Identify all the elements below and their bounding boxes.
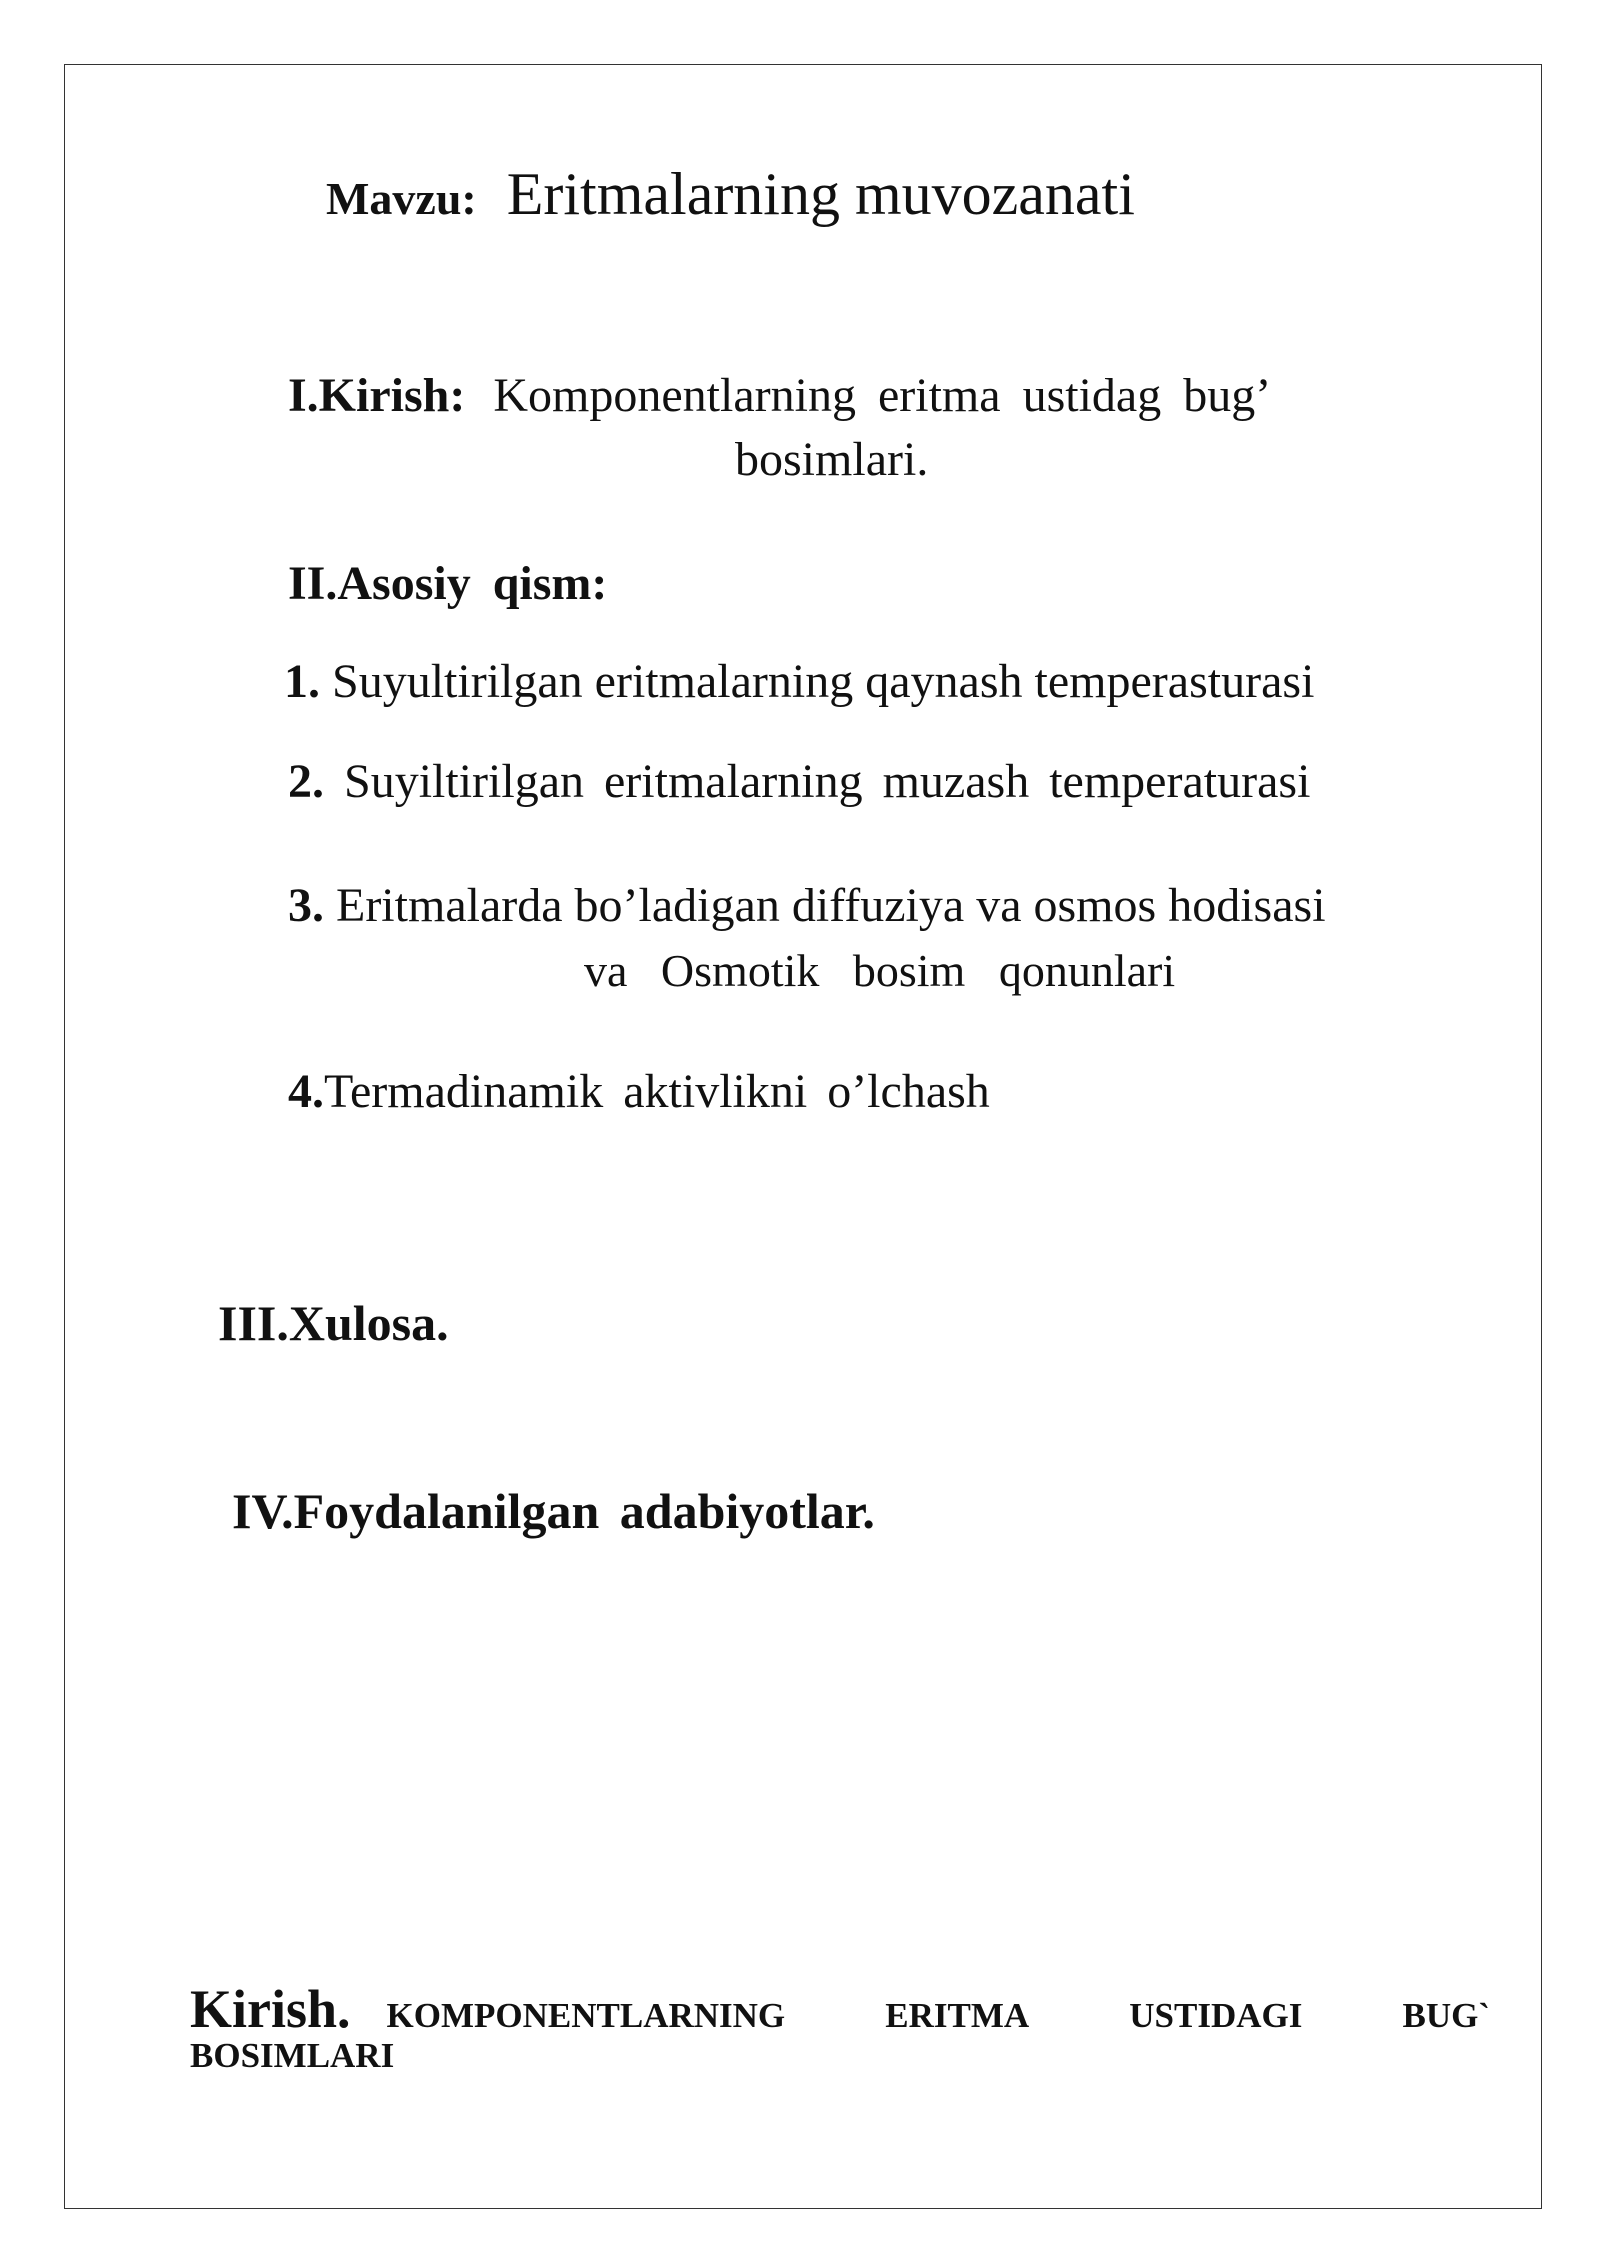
main-item-number: 1. bbox=[284, 655, 320, 708]
intro-heading-label: Kirish. bbox=[190, 1979, 351, 2039]
main-item-text: Suyiltirilgan eritmalarning muzash temperaturasi bbox=[324, 755, 1311, 808]
intro-heading-word: USTIDAGI bbox=[1129, 1996, 1303, 2035]
document-title bbox=[326, 160, 1135, 229]
main-item-text: Termadinamik aktivlikni o’lchash bbox=[324, 1065, 990, 1118]
topic-label: Mavzu: bbox=[326, 173, 477, 224]
intro-heading-word: BUG` bbox=[1402, 1996, 1490, 2035]
section-conclusion-heading: III.Xulosa. bbox=[218, 1295, 449, 1351]
intro-heading bbox=[190, 1978, 1490, 2040]
main-item-3-continuation: va Osmotik bosim qonunlari bbox=[584, 945, 1176, 996]
section-intro-text-continuation: bosimlari. bbox=[735, 433, 929, 486]
section-intro-text: Komponentlarning eritma ustidag bug’ bbox=[493, 369, 1272, 422]
section-intro-label: I.Kirish: bbox=[288, 369, 466, 422]
main-item-text: Suyultirilgan eritmalarning qaynash temperasturasi bbox=[320, 655, 1315, 708]
intro-heading-words bbox=[387, 1996, 1490, 2036]
topic-text: Eritmalarning muvozanati bbox=[506, 161, 1135, 227]
section-intro-entry bbox=[288, 368, 1271, 423]
section-references-heading: IV.Foydalanilgan adabiyotlar. bbox=[232, 1483, 875, 1539]
section-main-heading: II.Asosiy qism: bbox=[288, 557, 608, 610]
main-item-text: Eritmalarda bo’ladigan diffuziya va osmos hodisasi bbox=[324, 879, 1326, 932]
main-item-3 bbox=[288, 878, 1326, 933]
intro-heading-word: KOMPONENTLARNING bbox=[386, 1996, 786, 2035]
main-item-number: 3. bbox=[288, 879, 324, 932]
main-item-1 bbox=[284, 654, 1314, 709]
main-item-number: 2. bbox=[288, 755, 324, 808]
main-item-4 bbox=[288, 1064, 990, 1119]
main-item-number: 4. bbox=[288, 1065, 324, 1118]
main-item-2 bbox=[288, 754, 1310, 809]
intro-heading-word: ERITMA bbox=[885, 1996, 1030, 2035]
intro-heading-continuation: BOSIMLARI bbox=[190, 2036, 395, 2075]
